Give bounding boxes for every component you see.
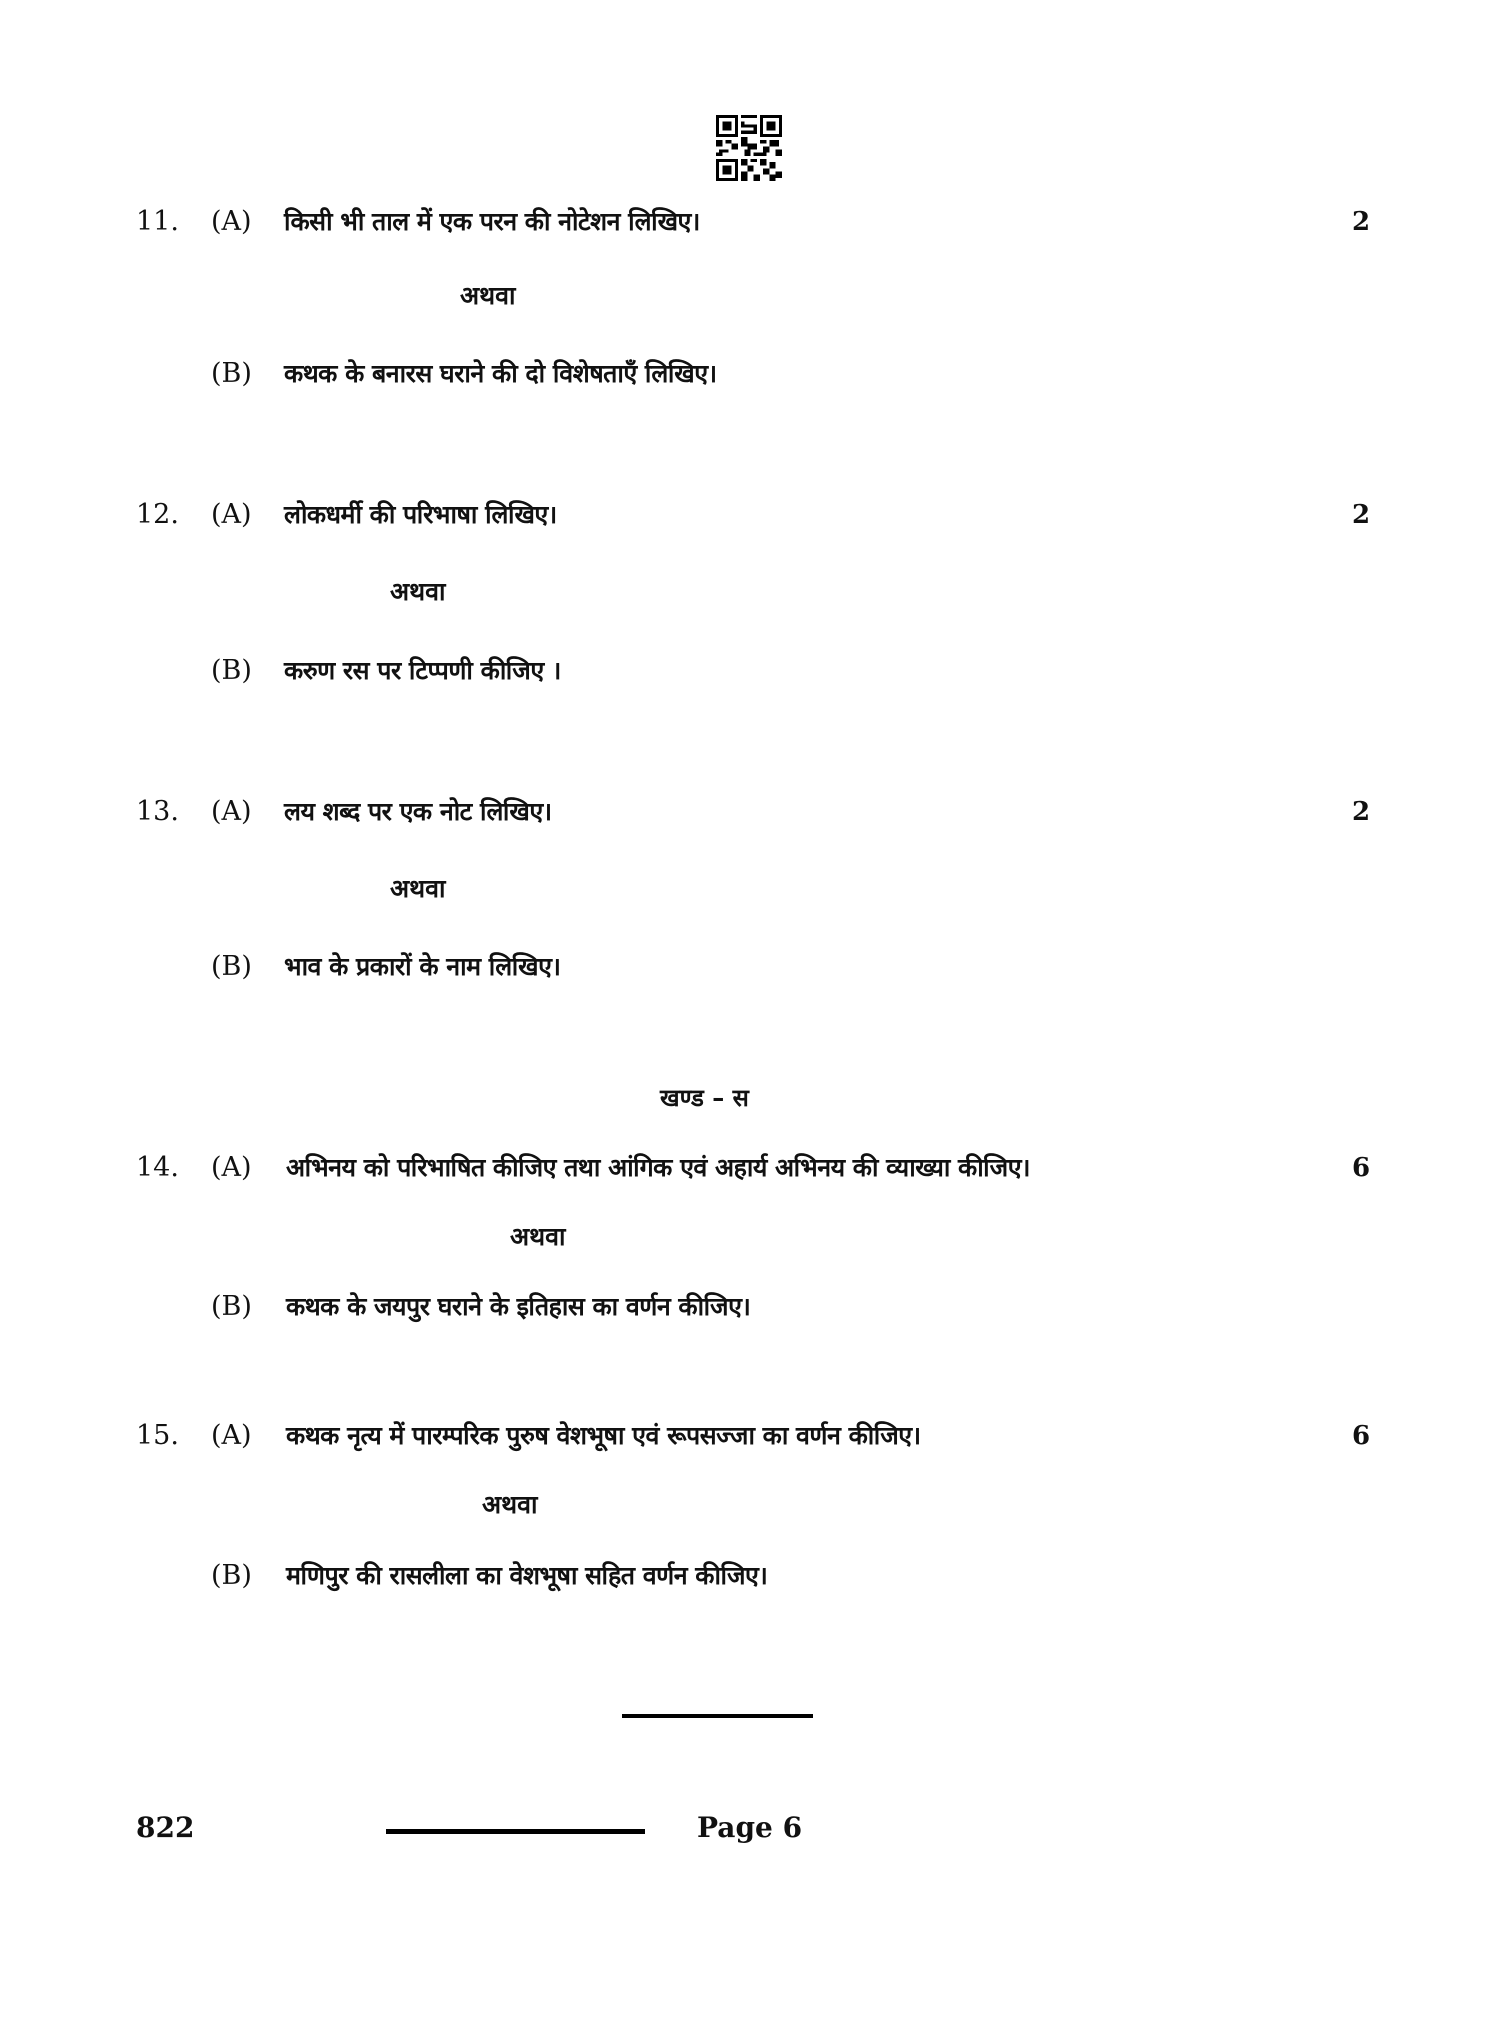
marks: 2 — [1352, 797, 1371, 827]
or-separator: अथवा — [510, 1222, 566, 1251]
page-number: Page 6 — [697, 1811, 803, 1844]
qr-code-icon — [716, 115, 782, 181]
footer-rule — [386, 1829, 645, 1834]
marks: 6 — [1352, 1153, 1371, 1183]
question-number: 15. — [136, 1420, 179, 1451]
option-a-text: किसी भी ताल में एक परन की नोटेशन लिखिए। — [284, 207, 700, 236]
or-separator: अथवा — [390, 577, 446, 606]
or-separator: अथवा — [390, 874, 446, 903]
option-b-label: (B) — [211, 655, 252, 686]
option-b-text: भाव के प्रकारों के नाम लिखिए। — [284, 952, 561, 981]
option-a-label: (A) — [211, 1152, 252, 1183]
section-heading: खण्ड – स — [660, 1084, 749, 1112]
option-a-label: (A) — [211, 796, 252, 827]
option-b-text: कथक के जयपुर घराने के इतिहास का वर्णन कीजिए। — [286, 1292, 751, 1321]
option-a-text: लय शब्द पर एक नोट लिखिए। — [284, 797, 552, 826]
question-number: 12. — [136, 499, 179, 530]
paper-code: 822 — [136, 1811, 195, 1844]
marks: 6 — [1352, 1421, 1371, 1451]
option-b-label: (B) — [211, 1291, 252, 1322]
option-b-text: कथक के बनारस घराने की दो विशेषताएँ लिखिए। — [284, 359, 717, 388]
question-number: 14. — [136, 1152, 179, 1183]
marks: 2 — [1352, 207, 1371, 237]
marks: 2 — [1352, 500, 1371, 530]
option-b-label: (B) — [211, 1560, 252, 1591]
question-number: 11. — [136, 206, 179, 237]
option-b-text: करुण रस पर टिप्पणी कीजिए । — [284, 656, 561, 685]
option-a-text: कथक नृत्य में पारम्परिक पुरुष वेशभूषा एवं रूपसज्जा का वर्णन कीजिए। — [286, 1421, 921, 1450]
option-a-label: (A) — [211, 1420, 252, 1451]
option-a-text: लोकधर्मी की परिभाषा लिखिए। — [284, 500, 557, 529]
or-separator: अथवा — [460, 281, 516, 310]
option-a-label: (A) — [211, 206, 252, 237]
option-b-text: मणिपुर की रासलीला का वेशभूषा सहित वर्णन कीजिए। — [286, 1561, 768, 1590]
option-a-label: (A) — [211, 499, 252, 530]
option-a-text: अभिनय को परिभाषित कीजिए तथा आंगिक एवं अहार्य अभिनय की व्याख्या कीजिए। — [286, 1153, 1030, 1182]
option-b-label: (B) — [211, 951, 252, 982]
option-b-label: (B) — [211, 358, 252, 389]
or-separator: अथवा — [482, 1490, 538, 1519]
question-number: 13. — [136, 796, 179, 827]
end-rule — [622, 1714, 813, 1718]
